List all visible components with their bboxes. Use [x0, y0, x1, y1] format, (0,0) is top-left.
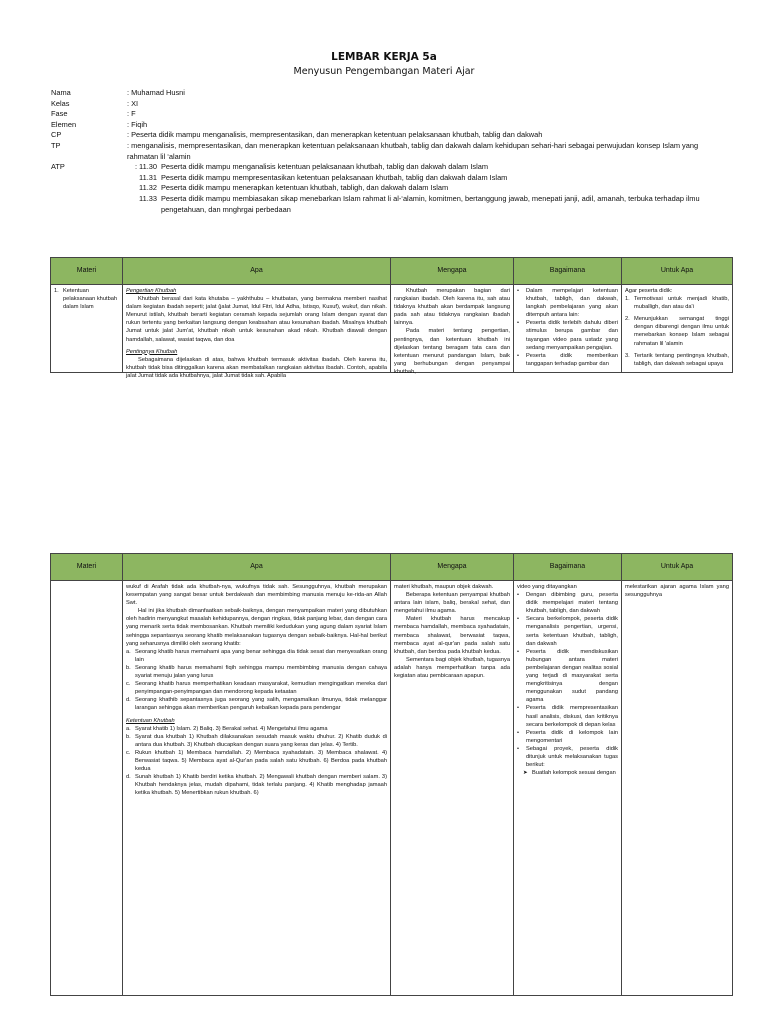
cell-materi	[51, 285, 123, 373]
list-text: Seorang khathib sepantasnya juga seorang yang salih, mengamalkan ilmunya, tidak melanggar larangan sehingga akan memberikan pengaruh kebaikan kepada para pendengar	[135, 697, 387, 712]
list-marker: d.	[126, 774, 131, 781]
atp-text: Peserta didik mampu menerapkan ketentuan khutbah, tabligh, dan dakwah dalam Islam	[161, 183, 449, 193]
meta-row-kelas	[51, 99, 731, 110]
meta-value: : F	[127, 109, 136, 119]
page-subtitle: Menyusun Pengembangan Materi Ajar	[293, 66, 475, 77]
list-item: • Sebagai proyek, peserta didik ditunjuk untuk melaksanakan tugas berikut:	[517, 745, 618, 769]
cell-untuk-apa	[622, 285, 733, 373]
list-text: Secara berkelompok, peserta didik menganalisis pengertian, urgensi, serta ketentuan khutbah, tabligh, dan dakwah	[526, 616, 618, 647]
list-item	[126, 733, 387, 749]
list-marker: c.	[126, 749, 131, 756]
meta-label: ATP	[51, 162, 65, 172]
cell-apa	[123, 581, 391, 996]
meta-label: TP	[51, 140, 61, 150]
heading-ketentuan: Ketentuan Khutbah	[126, 717, 175, 724]
list-item: • Peserta didik terlebih dahulu diberi stimulus berupa gambar dan tayangan video para ustadz yang sedang menyampaikan pengajian.	[517, 320, 618, 351]
meta-label: Kelas	[51, 98, 70, 108]
atp-item	[127, 183, 731, 194]
materials-table-page1	[50, 257, 733, 379]
list-marker: 3.	[625, 352, 630, 359]
list-item: • Peserta didik memberikan tanggapan terhadap gambar dan	[517, 352, 618, 367]
paragraph: Materi khutbah harus mencakup membaca hamdallah, membaca syahadatain, membaca shalawat, berwasiat taqwa, membaca ayat al-qur'an pada salah satu khutbah, dan berdoa pada khutbah kedua.	[394, 616, 510, 655]
cell-bagaimana	[514, 581, 622, 996]
paragraph: wukuf di Arafah tidak ada khutbah-nya, wukufnya tidak sah. Sesungguhnya, khutbah merupakan kesempatan yang sangat besar untuk berdakwah dan membimbing manusia menuju ke-rida-an Allah Swt.	[126, 584, 387, 607]
list-text: Syarat khatib 1) Islam. 2) Baliq. 3) Berakal sehat. 4) Mengetahui ilmu agama	[135, 725, 328, 732]
meta-value: : Fiqih	[127, 119, 148, 129]
header-materi: Materi	[51, 554, 123, 581]
atp-text: Peserta didik mampu mempresentasikan ketentuan pelaksanaan khutbah, tablig dan dakwah dalam Islam	[161, 172, 508, 182]
meta-label: CP	[51, 130, 62, 140]
list-marker: c.	[126, 681, 131, 688]
atp-number: : 11.30	[134, 162, 157, 172]
list-marker: b.	[126, 664, 131, 671]
intro-text: Agar peserta didik:	[625, 288, 673, 294]
list-item: • Peserta didik di kelompok lain mengomentari	[517, 729, 618, 744]
atp-text: Peserta didik mampu menganalisis ketentuan pelaksanaan khutbah, tablig dan dakwah dalam Islam	[161, 162, 489, 172]
paragraph: Khutbah merupakan bagian dari rangkaian ibadah. Oleh karena itu, sah atau tidaknya khutbah akan berdampak langsung pada sah atau tidaknya rangkaian ibadah lainnya.	[394, 288, 510, 327]
meta-row-cp	[51, 130, 731, 141]
arrow-icon: ➤	[523, 770, 528, 777]
list-item: • Peserta didik mempresentasikan hasil analisis, diskusi, dan kritiknya secara berkelompok di depan kelas	[517, 705, 618, 728]
sub-list-item	[517, 769, 618, 777]
list-text: Seorang khatib harus memahami apa yang benar sehingga dia tidak sesat dan menyesatkan orang lain	[135, 648, 387, 663]
list-text: Tertarik tentang pentingnya khutbah, tabligh, dan dakwah sebagai upaya	[634, 352, 729, 367]
header-mengapa: Mengapa	[391, 258, 514, 285]
list-item	[54, 287, 119, 311]
paragraph: Sebagaimana dijelaskan di atas, bahwa khutbah termasuk aktivitas ibadah. Oleh karena itu, khutbah tidak bisa ditinggalkan karena akan membatalkan rangkaian aktivitas ibadah. Contoh, apabila jalat Jumat tidak ada khutbahnya, jalat Jumat tidak sah. Apabila	[126, 356, 387, 379]
list-text: Menunjukkan semangat tinggi dengan dibarengi dengan ilmu untuk menebarkan konsep Islam sebagai rahmatan lil 'alamin	[634, 316, 729, 347]
table-header-row	[51, 258, 733, 285]
list-text: Peserta didik mendiskusikan hubungan antara materi pembelajaran dengan realitas sosial yang terjadi di masyarakat serta mengkritisinya dengan menggunakan sudut pandang agama	[526, 648, 618, 704]
meta-value: : Muhamad Husni	[127, 88, 185, 97]
meta-row-tp	[51, 141, 731, 162]
meta-label: Fase	[51, 109, 68, 119]
meta-row-atp	[51, 162, 731, 215]
list-item: • Dalam mempelajari ketentuan khutbah, tabligh, dan dakwah, langkah pembelajaran yang akan ditempuh antara lain:	[517, 288, 618, 319]
list-marker: a.	[126, 725, 131, 732]
atp-number: 11.31	[139, 172, 157, 182]
list-item: • Peserta didik mendiskusikan hubungan antara materi pembelajaran dengan realitas sosial yang terjadi di masyarakat serta mengkritisinya dengan menggunakan sudut pandang agama	[517, 648, 618, 704]
list-text: Seorang khatib harus memperhatikan keadaan masyarakat, kemudian mengingatkan mereka dari penyimpangan-penyimpangan dan mendorong kepada ketaatan	[135, 681, 387, 696]
paragraph: melestarikan ajaran agama Islam yang sesungguhnya	[625, 584, 729, 599]
list-marker: 1.	[625, 296, 630, 303]
table-header-row	[51, 554, 733, 581]
header-untuk-apa: Untuk Apa	[622, 554, 733, 581]
cell-bagaimana	[514, 285, 622, 373]
list-item: • Secara berkelompok, peserta didik menganalisis pengertian, urgensi, serta ketentuan khutbah, tabligh, dan dakwah	[517, 616, 618, 647]
list-text: Sebagai proyek, peserta didik ditunjuk untuk melaksanakan tugas berikut:	[526, 745, 618, 769]
header-untuk-apa: Untuk Apa	[622, 258, 733, 285]
cell-apa	[123, 285, 391, 379]
list-text: Buatlah kelompok sesuai dengan	[532, 770, 616, 777]
list-text: Peserta didik terlebih dahulu diberi stimulus berupa gambar dan tayangan video para ustadz yang sedang menyampaikan pengajian.	[526, 320, 618, 351]
list-item	[126, 648, 387, 664]
header-apa: Apa	[123, 258, 391, 285]
list-item	[126, 680, 387, 696]
header-mengapa: Mengapa	[391, 554, 514, 581]
list-item	[625, 352, 729, 368]
list-text: Seorang khatib harus memahami fiqih sehingga mampu membimbing manusia dengan cahaya syariat menuju jalan yang lurus	[135, 664, 387, 680]
meta-value: : menganalisis, mempresentasikan, dan menerapkan ketentuan pelaksanaan khutbah, tablig dan dakwah dalam kehidupan sehari-hari sebagai perwujudan konsep Islam yang rahmatan lil ‘alamin	[127, 140, 699, 161]
atp-item	[127, 162, 731, 173]
cell-materi	[51, 581, 123, 996]
meta-row-fase	[51, 109, 731, 120]
list-marker: 1.	[54, 288, 59, 294]
list-item	[126, 749, 387, 773]
list-text: Termotivasi untuk menjadi khatib, muballigh, dan atau da'i	[634, 296, 729, 311]
header-apa: Apa	[123, 554, 391, 581]
table-row	[51, 285, 733, 373]
meta-label: Nama	[51, 88, 71, 97]
paragraph: materi khutbah, maupun objek dakwah.	[394, 584, 494, 590]
meta-row-elemen	[51, 120, 731, 131]
paragraph: Pada materi tentang pengertian, pentingnya, dan ketentuan khutbah ini dijelaskan tentang beragam tata cara dan ketentuan menurut pandangan Islam, baik yang berhubungan dengan penyampai khutbah,	[394, 328, 510, 375]
atp-text: Peserta didik mampu membiasakan sikap menebarkan Islam rahmat li al-‘alamin, komitmen, bertanggung jawab, menepati janji, adil, amanah, terbuka terhadap ilmu pengetahuan, dan mnghrgai perbedaan	[161, 193, 700, 214]
heading-pengertian: Pengertian Khutbah	[126, 288, 177, 294]
list-text: Dengan dibimbing guru, peserta didik mempelajari materi tentang khutbah, tabligh, dan dakwah	[526, 592, 618, 615]
header-bagaimana: Bagaimana	[514, 554, 622, 581]
header-bagaimana: Bagaimana	[514, 258, 622, 285]
list-text: Peserta didik di kelompok lain mengomentari	[526, 729, 618, 744]
list-marker: a.	[126, 648, 131, 655]
meta-row-nama	[51, 88, 731, 99]
heading-pentingnya: Pentingnya Khutbah	[126, 348, 178, 355]
list-marker: 2.	[625, 316, 630, 323]
list-text: Syarat dua khutbah 1) Khutbah dilaksanakan sesudah masuk waktu dhuhur. 2) Khatib duduk di antara dua khutbah. 3) Khutbah diucapkan dengan suara yang keras dan jelas. 4) Tertib.	[135, 733, 387, 748]
list-marker: b.	[126, 733, 131, 740]
materi-text: Ketentuan pelaksanaan khutbah dalam Islam	[63, 288, 118, 311]
list-text: Sunah khutbah 1) Khatib berdiri ketika khutbah. 2) Mengawali khutbah dengan memberi salam. 3) Khutbah hendaknya jelas, mudah dipahami, tidak terlalu panjang. 4) Khatib menghadap jamaah ketika khutbah. 5) Menertibkan rukun khutbah. 6)	[135, 774, 387, 797]
atp-number: 11.32	[139, 183, 157, 193]
atp-item	[127, 173, 731, 184]
cell-mengapa	[391, 285, 514, 373]
list-item	[126, 773, 387, 797]
paragraph: video yang ditayangkan	[517, 584, 577, 590]
list-text: Peserta didik memberikan tanggapan terhadap gambar dan	[526, 352, 618, 367]
list-item	[126, 725, 387, 733]
cell-mengapa	[391, 581, 514, 996]
list-text: Dalam mempelajari ketentuan khutbah, tabligh, dan dakwah, langkah pembelajaran yang akan ditempuh antara lain:	[526, 288, 618, 319]
meta-label: Elemen	[51, 119, 77, 129]
identity-section	[51, 88, 731, 215]
atp-list	[127, 162, 731, 215]
materials-table-page2	[50, 553, 733, 996]
list-item	[625, 295, 729, 311]
atp-number: 11.33	[139, 193, 157, 203]
cell-untuk-apa	[622, 581, 733, 996]
paragraph: Sementara bagi objek khutbah, tugasnya adalah hanya memperhatikan tanpa ada kegiatan atau pembicaraan apapun.	[394, 656, 510, 680]
meta-value: : Peserta didik mampu menganalisis, mempresentasikan, dan menerapkan ketentuan pelaksanaan khutbah, tablig dan dakwah	[127, 130, 543, 140]
atp-item	[127, 194, 731, 215]
list-item	[126, 696, 387, 712]
list-marker: d.	[126, 697, 131, 704]
header-materi: Materi	[51, 258, 123, 285]
paragraph: Beberapa ketentuan penyampai khutbah antara lain islam, baliq, berakal sehat, dan mengetahui ilmu agama.	[394, 592, 510, 615]
page-title: LEMBAR KERJA 5a	[331, 51, 437, 63]
paragraph: Khutbah berasal dari kata khutaba – yakhthubu – khutbatan, yang bermakna memberi nasihat dalam kegiatan ibadah seperti; jalat (jalat Jumat, Idul Fitri, Idul Adha, Istisqo, Kusuf), wukuf, dan nikah. Menurut istilah, khutbah berarti kegiatan ceramah kepada sejumlah orang Islam dengan syarat dan rukun tertentu yang berkaitan langsung dengan keabsahan atau kesunahan ibadah. Misalnya khutbah Jumat untuk jalat Jum'at, khutbah nikah untuk kesunahan akad nikah. Khutbah diawali dengan hamdallah, salawat, wasiat taqwa, dan doa	[126, 296, 387, 343]
list-text: Peserta didik mempresentasikan hasil analisis, diskusi, dan kritiknya secara berkelompok di depan kelas	[526, 705, 618, 728]
list-item: • Dengan dibimbing guru, peserta didik mempelajari materi tentang khutbah, tabligh, dan dakwah	[517, 592, 618, 615]
meta-value: : XI	[127, 98, 139, 108]
list-text: Rukun khutbah 1) Membaca hamdallah. 2) Membaca syahadatain. 3) Membaca shalawat. 4) Berwasiat taqwa. 5) Membaca ayat al-Qur'an pada salah satu khutbah. 6) Berdoa pada khutbah kedua	[135, 749, 387, 773]
paragraph: Hal ini jika khutbah dimanfaatkan sebaik-baiknya, dengan menyampaikan materi yang dibutuhkan oleh hadirin menyangkut masalah kehidupannya, dengan ringkas, tidak panjang lebar, dan dengan cara yang menarik serta tidak membosankan. Khutbah memiliki kedudukan yang agung dalam syariat Islam sehingga sepantasnya seorang khatib melaksanakan tugasnya dengan sebaik-baiknya. Hal-hal berikut yang seharusnya dimiliki oleh seorang khatib:	[126, 608, 387, 647]
list-item	[625, 315, 729, 347]
list-item	[126, 664, 387, 680]
table-row	[51, 581, 733, 996]
